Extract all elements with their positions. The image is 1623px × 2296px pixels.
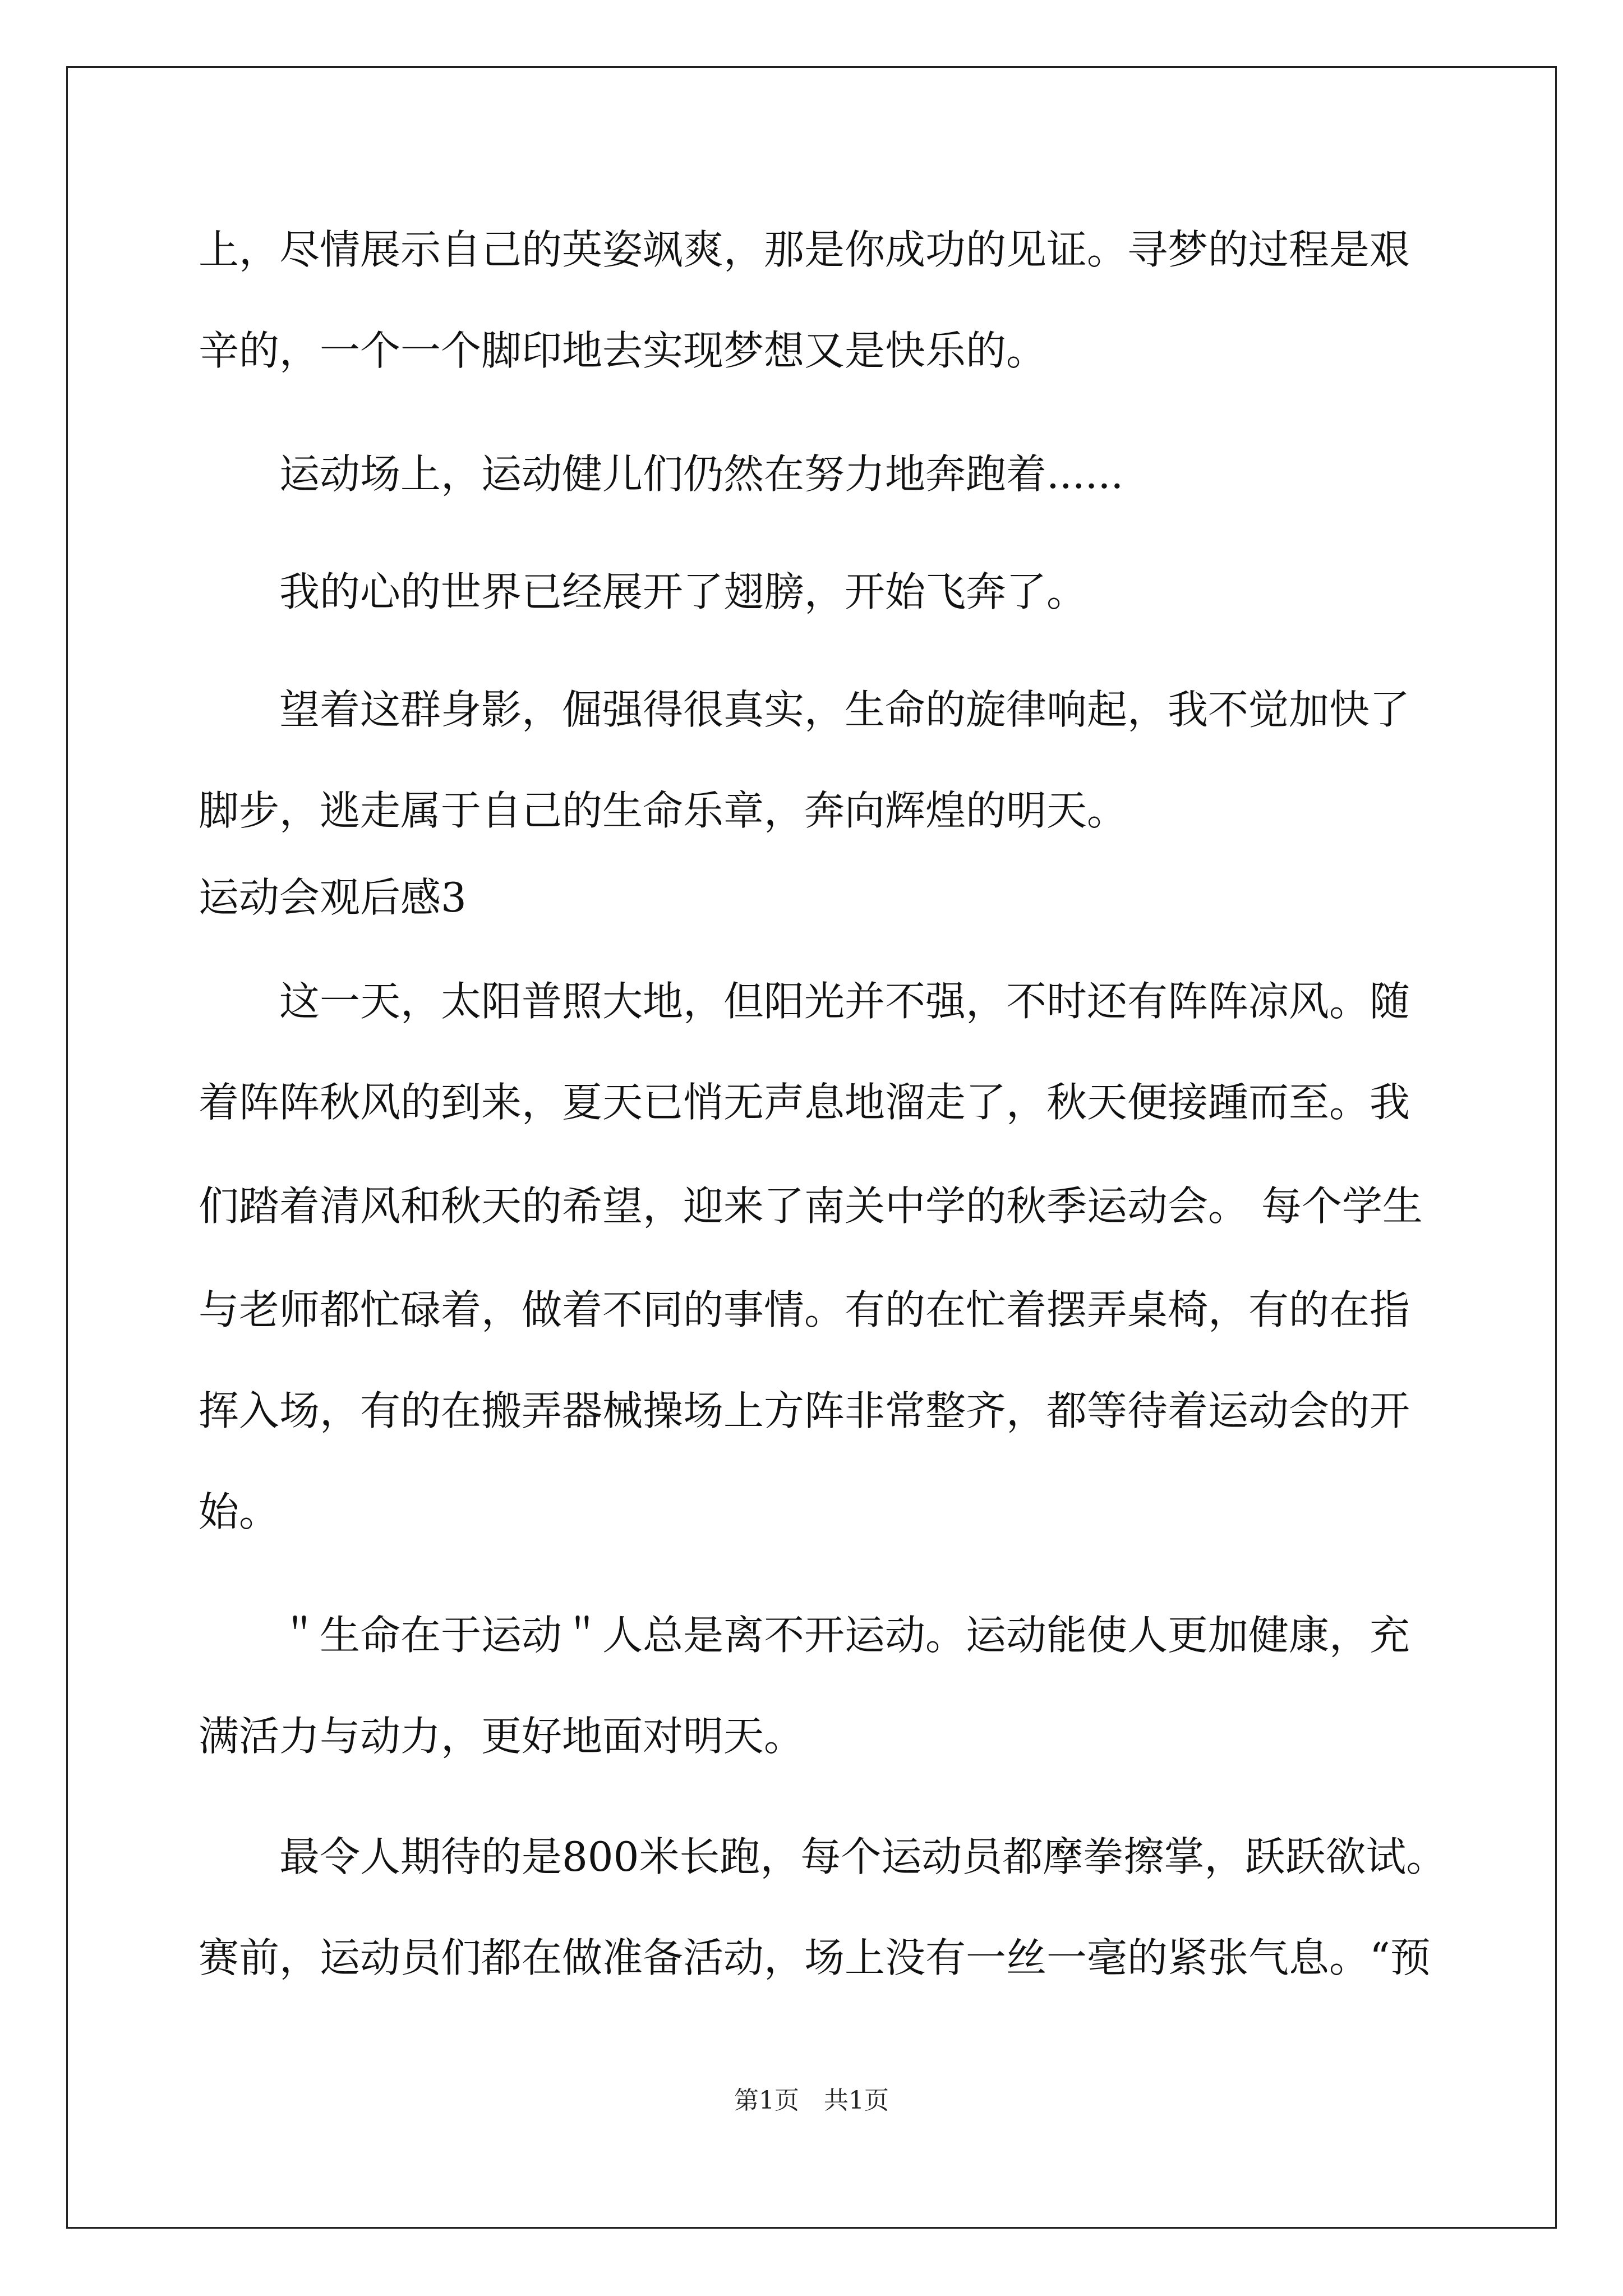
text-line: 上，尽情展示自己的英姿飒爽，那是你成功的见证。寻梦的过程是艰 bbox=[199, 226, 1410, 273]
text-line: ＂生命在于运动＂人总是离不开运动。运动能使人更加健康，充 bbox=[279, 1612, 1410, 1659]
text-line: 脚步，逃走属于自己的生命乐章，奔向辉煌的明天。 bbox=[199, 787, 1128, 834]
text-line: 这一天，太阳普照大地，但阳光并不强，不时还有阵阵凉风。随 bbox=[279, 978, 1410, 1025]
text-line: 与老师都忙碌着，做着不同的事情。有的在忙着摆弄桌椅，有的在指 bbox=[199, 1286, 1410, 1333]
text-line: 望着这群身影，倔强得很真实，生命的旋律响起，我不觉加快了 bbox=[279, 686, 1410, 733]
text-line: 着阵阵秋风的到来，夏天已悄无声息地溜走了，秋天便接踵而至。我 bbox=[199, 1079, 1410, 1126]
text-line: 赛前，运动员们都在做准备活动，场上没有一丝一毫的紧张气息。“预 bbox=[199, 1934, 1431, 1981]
text-line: 始。 bbox=[199, 1488, 280, 1535]
page-number: 第1页 共1页 bbox=[734, 2086, 889, 2115]
text-line: 们踏着清风和秋天的希望，迎来了南关中学的秋季运动会。 每个学生 bbox=[199, 1182, 1423, 1230]
text-line: 我的心的世界已经展开了翅膀，开始飞奔了。 bbox=[279, 568, 1087, 615]
section-heading: 运动会观后感3 bbox=[199, 874, 467, 921]
text-line: 满活力与动力，更好地面对明天。 bbox=[199, 1713, 805, 1760]
text-line: 辛的，一个一个脚印地去实现梦想又是快乐的。 bbox=[199, 327, 1047, 374]
text-line: 运动场上，运动健儿们仍然在努力地奔跑着...... bbox=[279, 450, 1124, 498]
text-line: 挥入场，有的在搬弄器械操场上方阵非常整齐，都等待着运动会的开 bbox=[199, 1387, 1410, 1434]
page-border bbox=[66, 66, 1557, 2229]
text-line: 最令人期待的是800米长跑，每个运动员都摩拳擦掌，跃跃欲试。 bbox=[279, 1833, 1447, 1880]
